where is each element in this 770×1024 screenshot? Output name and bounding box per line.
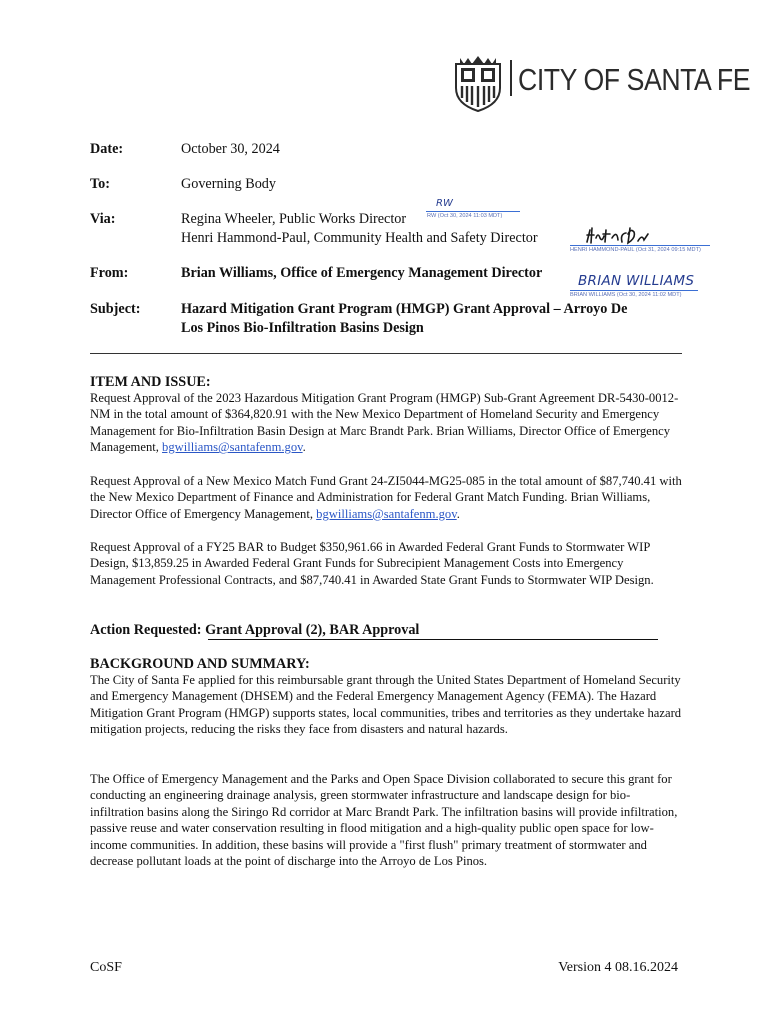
from-value: Brian Williams, Office of Emergency Management Director	[181, 265, 543, 281]
hhp-signature-line	[570, 245, 710, 246]
email-link-2[interactable]: bgwilliams@santafenm.gov	[316, 506, 457, 521]
logo-divider	[510, 60, 512, 96]
item-issue-paragraph-1: Request Approval of the 2023 Hazardous Mitigation Grant Program (HMGP) Sub-Grant Agreement DR-5430-0012-NM in the total amount of $364,820.91 with the New Mexico Department of Homeland Security and Emergency Management for Bio-Infiltration Basin Design at Marc Brandt Park. Brian Williams, Director Office of Emergency Management, bgwilliams@santafenm.gov.	[90, 391, 679, 455]
to-label: To:	[90, 176, 110, 192]
via-label: Via:	[90, 211, 116, 227]
item-issue-paragraph-3: Request Approval of a FY25 BAR to Budget $350,961.66 in Awarded Federal Grant Funds to Stormwater WIP Design, $13,859.25 in Awarded Federal Grant Funds for Subrecipient Management Costs into Emergency Management Professional Contracts, and $87,740.41 in Awarded State Grant Funds to Stormwater WIP Design.	[90, 540, 654, 587]
email-link-1[interactable]: bgwilliams@santafenm.gov	[162, 440, 303, 455]
to-value: Governing Body	[181, 176, 276, 192]
via-line-1: Regina Wheeler, Public Works Director	[181, 211, 407, 227]
action-requested: Action Requested: Grant Approval (2), BAR Approval	[90, 622, 420, 638]
hhp-signature-stamp: HENRI HAMMOND-PAUL (Oct 31, 2024 09:15 MDT)	[570, 247, 701, 253]
item-issue-heading: ITEM AND ISSUE:	[90, 374, 211, 390]
rw-signature-stamp: RW (Oct 30, 2024 11:03 MDT)	[427, 213, 503, 219]
bw-signature-stamp: BRIAN WILLIAMS (Oct 30, 2024 11:02 MDT)	[570, 292, 682, 298]
background-heading: BACKGROUND AND SUMMARY:	[90, 656, 310, 672]
city-seal-icon	[452, 54, 504, 112]
background-paragraph-1: The City of Santa Fe applied for this reimbursable grant through the United States Department of Homeland Security and Emergency Management (DHSEM) and the Federal Emergency Management Agency (FEMA). The Hazard Mitigation Grant Program (HMGP) supports states, local communities, tribes and territories as they undertake hazard mitigation projects, reducing the risks they face from disasters and natural hazards.	[90, 673, 682, 737]
footer-left: CoSF	[90, 960, 122, 975]
background-paragraph-2: The Office of Emergency Management and the Parks and Open Space Division collaborated to secure this grant for conducting an engineering drainage analysis, green stormwater infrastructure and landscape design for bio-infiltration basins along the Siringo Rd corridor at Marc Brandt Park. The infiltration basins will provide infiltration, passive reuse and water conservation resulting in flood mitigation and a high-quality public open space for low-income communities. In addition, these basins will provide a "first flush" primary treatment of stormwater and decrease pollutant loads at the point of discharge into the Arroyo de Los Pinos.	[90, 772, 678, 869]
rw-signature-line	[426, 211, 520, 212]
subject-label: Subject:	[90, 301, 141, 317]
action-requested-value: Grant Approval (2), BAR Approval	[205, 622, 420, 638]
item-issue-paragraph-2: Request Approval of a New Mexico Match Fund Grant 24-ZI5044-MG25-085 in the total amount of $87,740.41 with the New Mexico Department of Finance and Administration for Federal Grant Match Funding. Brian Williams, Director Office of Emergency Management, bgwilliams@santafenm.gov.	[90, 474, 682, 521]
subject-line-1: Hazard Mitigation Grant Program (HMGP) Grant Approval – Arroyo De	[181, 301, 628, 317]
from-label: From:	[90, 265, 129, 281]
date-value: October 30, 2024	[181, 141, 280, 157]
header-divider	[90, 353, 682, 354]
date-label: Date:	[90, 141, 124, 157]
rw-initials-signature: RW	[436, 198, 453, 209]
via-line-2: Henri Hammond-Paul, Community Health and Safety Director	[181, 230, 538, 246]
bw-script-signature: BRIAN WILLIAMS	[578, 273, 695, 289]
logo-wordmark: CITY OF SANTA FE	[518, 62, 751, 97]
action-underline	[208, 639, 658, 640]
subject-line-2: Los Pinos Bio-Infiltration Basins Design	[181, 320, 424, 336]
bw-signature-line	[570, 290, 698, 291]
footer-version: Version 4 08.16.2024	[558, 960, 678, 975]
city-logo	[452, 54, 751, 114]
